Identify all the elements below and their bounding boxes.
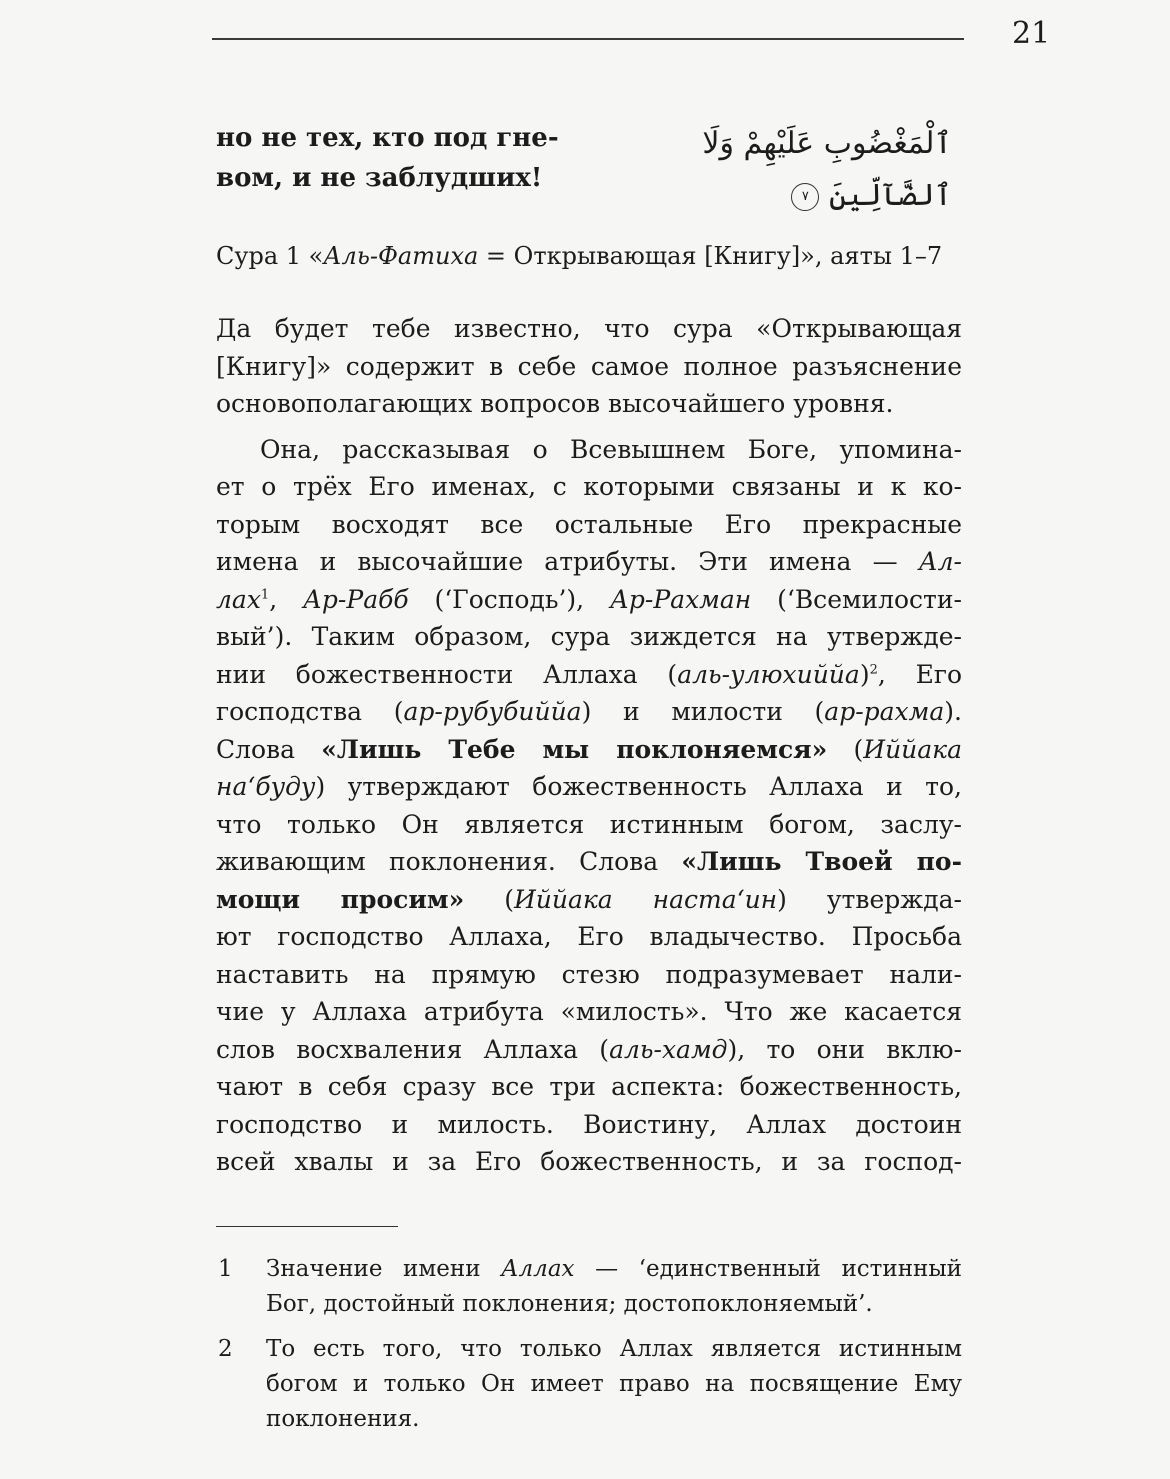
text-run: Ар-Рабб xyxy=(302,584,409,614)
body-line xyxy=(216,806,962,844)
text-run: чают в себя сразу все три аспекта: божественность, xyxy=(216,1072,962,1101)
text-run: (‘Господь’), xyxy=(408,584,610,614)
footnote-rule xyxy=(216,1226,398,1227)
text-run: аль-улюхиййа xyxy=(677,659,860,689)
body-line xyxy=(216,993,962,1031)
body-line xyxy=(216,506,962,544)
text-run: «Лишь Твоей по- xyxy=(681,847,962,876)
text-run: Она, рассказывая о Всевышнем Боге, упомина- xyxy=(260,434,962,464)
body-line xyxy=(216,543,962,581)
text-run: То есть того, что только Аллах является истинным xyxy=(266,1336,962,1362)
text-run: Иййака xyxy=(863,734,963,764)
footnote-ref[interactable]: 1 xyxy=(260,587,270,603)
text-run: ) утверждают божественность Аллаха и то, xyxy=(315,772,962,801)
text-run: живающим поклонения. Слова xyxy=(216,847,682,876)
body-line xyxy=(216,843,962,881)
verse-arabic-line: ٱلْمَغْضُوبِ عَلَيْهِمْ وَلَا xyxy=(702,126,952,161)
text-run: чие у Аллаха атрибута «милость». Что же касается xyxy=(216,997,962,1026)
text-run: господство и милость. Воистину, Аллах достоин xyxy=(216,1109,962,1139)
text-run: лах xyxy=(216,584,261,614)
text-run: ). xyxy=(944,697,962,726)
footnote xyxy=(216,1332,962,1437)
footnote-number: 1 xyxy=(218,1256,233,1282)
text-run: ) и милости ( xyxy=(581,697,825,726)
footnote-ref[interactable]: 2 xyxy=(869,662,878,678)
text-run: имена и высочайшие атрибуты. Эти имена — xyxy=(216,547,919,576)
body-line xyxy=(216,693,962,731)
text-run: мощи просим» xyxy=(216,884,465,914)
footnote-number: 2 xyxy=(218,1336,233,1362)
body-line xyxy=(216,1143,962,1181)
verse-arabic xyxy=(632,118,952,222)
text-run: Иййака наста‘ин xyxy=(513,884,778,914)
header-rule xyxy=(212,38,964,40)
verse-translation-line: вом, и не заблудших! xyxy=(216,163,543,193)
ayah-number-icon: ٧ xyxy=(791,183,819,211)
citation-prefix: Сура 1 « xyxy=(216,242,324,270)
verse-translation xyxy=(216,118,596,198)
text-run: — ‘единственный истинный xyxy=(574,1256,962,1282)
footnotes xyxy=(216,1252,962,1447)
text-run: ар-рахма xyxy=(824,697,945,726)
footnote-line xyxy=(266,1332,962,1367)
footnote-line xyxy=(266,1402,962,1437)
text-run: что только Он является истинным богом, заслу- xyxy=(216,809,962,839)
body-line xyxy=(216,1068,962,1106)
text-run: Значение имени xyxy=(266,1256,502,1282)
text-run: вый’). Таким образом, сура зиждется на утвержде- xyxy=(216,622,962,651)
text-run: ) xyxy=(859,659,870,689)
body-line xyxy=(216,956,962,994)
body-line xyxy=(216,768,962,806)
footnote-line xyxy=(266,1287,962,1322)
verse-arabic-line xyxy=(632,170,952,222)
verse-block xyxy=(216,118,962,228)
footnote xyxy=(216,1252,962,1322)
text-run: Да будет тебе известно, что сура «Открывающая xyxy=(216,314,962,343)
body-line xyxy=(216,731,962,769)
citation-suffix: = Открывающая [Книгу]», аяты 1–7 xyxy=(478,242,943,270)
text-run: , xyxy=(269,584,303,614)
body-line xyxy=(216,385,962,423)
text-run: ют господство Аллаха, Его владычество. Просьба xyxy=(216,922,962,951)
body-line xyxy=(216,310,962,348)
footnote-line xyxy=(266,1367,962,1402)
page-number: 21 xyxy=(1012,16,1051,51)
text-run: Слова xyxy=(216,734,322,764)
verse-arabic-word: ٱلضَّآلِّينَ xyxy=(828,178,952,213)
text-run: торым восходят все остальные Его прекрасные xyxy=(216,509,962,539)
body-line xyxy=(216,1106,962,1144)
body-line xyxy=(216,468,962,506)
text-run: , Его xyxy=(877,659,962,689)
text-run: «Лишь Тебе мы поклоняемся» xyxy=(321,734,828,764)
text-run: слов восхваления Аллаха ( xyxy=(216,1034,610,1064)
body-line xyxy=(216,348,962,386)
body-line xyxy=(216,656,962,694)
text-run: господства ( xyxy=(216,697,404,726)
text-run: нии божественности Аллаха ( xyxy=(216,659,678,689)
text-run: Ал- xyxy=(918,547,962,576)
text-run: аль-хамд xyxy=(609,1034,728,1064)
text-run: наставить на прямую стезю подразумевает нали- xyxy=(216,959,962,989)
citation-sura-name: Аль-Фатиха xyxy=(323,242,479,270)
body-line xyxy=(216,581,962,619)
body-text xyxy=(216,310,962,1181)
text-run: ар-рубубиййа xyxy=(403,697,582,726)
verse-translation-line: но не тех, кто под гне- xyxy=(216,123,559,153)
body-line xyxy=(216,918,962,956)
text-run: Аллах xyxy=(501,1256,575,1282)
text-run: ( xyxy=(464,884,514,914)
text-run: ет о трёх Его именах, с которыми связаны и к ко- xyxy=(216,472,962,501)
body-line xyxy=(216,1031,962,1069)
text-run: (‘Всемилости- xyxy=(751,584,962,614)
footnote-line xyxy=(266,1252,962,1287)
body-line xyxy=(216,881,962,919)
text-run: поклонения. xyxy=(266,1406,420,1432)
text-run: ), то они вклю- xyxy=(727,1034,962,1064)
text-run: [Книгу]» содержит в себе самое полное разъяснение xyxy=(216,351,962,381)
text-run: Ар-Рахман xyxy=(609,584,752,614)
text-run: Бог, достойный поклонения; достопоклоняемый’. xyxy=(266,1291,873,1317)
text-run: на‘буду xyxy=(216,772,316,801)
text-run: богом и только Он имеет право на посвящение Ему xyxy=(266,1371,962,1397)
sura-citation xyxy=(216,236,962,276)
body-line xyxy=(216,431,962,469)
body-line xyxy=(216,618,962,656)
text-run: ( xyxy=(827,734,864,764)
text-run: ) утвержда- xyxy=(777,884,962,914)
text-run: основополагающих вопросов высочайшего уровня. xyxy=(216,389,894,418)
text-run: всей хвалы и за Его божественность, и за господ- xyxy=(216,1147,962,1176)
